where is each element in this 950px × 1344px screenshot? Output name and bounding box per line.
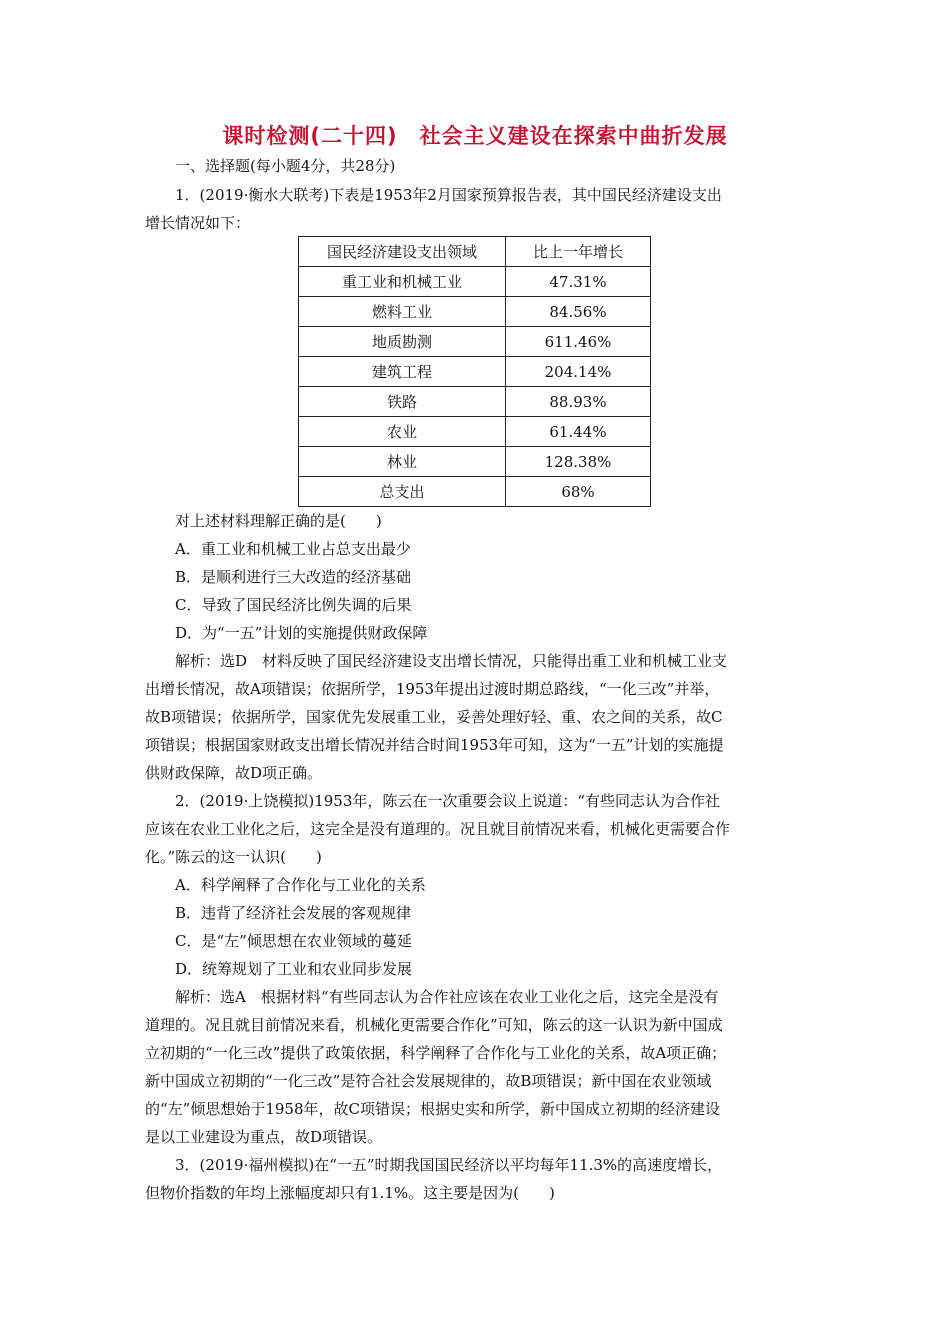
q3-stem-line: 但物价指数的年均上涨幅度却只有1.1%。这主要是因为( ) bbox=[145, 1184, 555, 1202]
table-row bbox=[299, 417, 651, 447]
table-row bbox=[299, 267, 651, 297]
q1-question: 对上述材料理解正确的是( ) bbox=[175, 512, 382, 530]
table-header-cell: 比上一年增长 bbox=[506, 237, 651, 267]
table-cell: 铁路 bbox=[299, 387, 506, 417]
q1-analysis-line: 解析：选D 材料反映了国民经济建设支出增长情况，只能得出重工业和机械工业支 bbox=[175, 652, 728, 670]
table-cell: 88.93% bbox=[506, 387, 651, 417]
table-cell: 林业 bbox=[299, 447, 506, 477]
q1-option-a: A．重工业和机械工业占总支出最少 bbox=[175, 540, 411, 558]
table-cell: 建筑工程 bbox=[299, 357, 506, 387]
q2-analysis-line: 新中国成立初期的“一化三改”是符合社会发展规律的，故B项错误；新中国在农业领域 bbox=[145, 1072, 712, 1090]
q2-option-c: C．是“左”倾思想在农业领域的蔓延 bbox=[175, 932, 412, 950]
table-cell: 68% bbox=[506, 477, 651, 507]
q2-option-b: B．违背了经济社会发展的客观规律 bbox=[175, 904, 412, 922]
table-cell: 611.46% bbox=[506, 327, 651, 357]
q1-analysis-line: 出增长情况，故A项错误；依据所学，1953年提出过渡时期总路线，“一化三改”并举， bbox=[145, 680, 720, 698]
q2-analysis-line: 立初期的“一化三改”提供了政策依据，科学阐释了合作化与工业化的关系，故A项正确； bbox=[145, 1044, 727, 1062]
q1-stem-line: 1．(2019·衡水大联考)下表是1953年2月国家预算报告表，其中国民经济建设支出 bbox=[175, 186, 722, 204]
page-title: 课时检测(二十四) 社会主义建设在探索中曲折发展 bbox=[222, 124, 728, 148]
q2-stem-line: 2．(2019·上饶模拟)1953年，陈云在一次重要会议上说道：“有些同志认为合作社 bbox=[175, 792, 721, 810]
table-cell: 重工业和机械工业 bbox=[299, 267, 506, 297]
table-cell: 农业 bbox=[299, 417, 506, 447]
q1-option-b: B．是顺利进行三大改造的经济基础 bbox=[175, 568, 412, 586]
q1-analysis-line: 故B项错误；依据所学，国家优先发展重工业，妥善处理好轻、重、农之间的关系，故C bbox=[145, 708, 723, 726]
q2-analysis-line: 道理的。况且就目前情况来看，机械化更需要合作化”可知，陈云的这一认识为新中国成 bbox=[145, 1016, 723, 1034]
table-cell: 84.56% bbox=[506, 297, 651, 327]
table-row bbox=[299, 387, 651, 417]
q2-option-d: D．统筹规划了工业和农业同步发展 bbox=[175, 960, 413, 978]
q2-option-a: A．科学阐释了合作化与工业化的关系 bbox=[175, 876, 426, 894]
table-cell: 地质勘测 bbox=[299, 327, 506, 357]
q3-stem-line: 3．(2019·福州模拟)在“一五”时期我国国民经济以平均每年11.3%的高速度增长， bbox=[175, 1156, 723, 1174]
q1-analysis-line: 项错误；根据国家财政支出增长情况并结合时间1953年可知，这为“一五”计划的实施提 bbox=[145, 736, 724, 754]
q1-option-c: C．导致了国民经济比例失调的后果 bbox=[175, 596, 412, 614]
table-header-row bbox=[299, 237, 651, 267]
table-row bbox=[299, 447, 651, 477]
table-cell: 128.38% bbox=[506, 447, 651, 477]
q1-stem-line: 增长情况如下： bbox=[145, 214, 251, 232]
table-cell: 204.14% bbox=[506, 357, 651, 387]
table-row bbox=[299, 327, 651, 357]
table-cell: 47.31% bbox=[506, 267, 651, 297]
q2-analysis-line: 解析：选A 根据材料“有些同志认为合作社应该在农业工业化之后，这完全是没有 bbox=[175, 988, 719, 1006]
q2-analysis-line: 的“左”倾思想始于1958年，故C项错误；根据史实和所学，新中国成立初期的经济建设 bbox=[145, 1100, 720, 1118]
q2-analysis-line: 是以工业建设为重点，故D项错误。 bbox=[145, 1128, 383, 1146]
q1-analysis-line: 供财政保障，故D项正确。 bbox=[145, 764, 323, 782]
table-cell: 61.44% bbox=[506, 417, 651, 447]
q1-option-d: D．为“一五”计划的实施提供财政保障 bbox=[175, 624, 428, 642]
table-header-cell: 国民经济建设支出领域 bbox=[299, 237, 506, 267]
table-cell: 燃料工业 bbox=[299, 297, 506, 327]
q2-stem-line: 应该在农业工业化之后，这完全是没有道理的。况且就目前情况来看，机械化更需要合作 bbox=[145, 820, 731, 838]
section-heading: 一、选择题(每小题4分，共28分) bbox=[175, 157, 396, 175]
table-row bbox=[299, 477, 651, 507]
q2-stem-line: 化。”陈云的这一认识( ) bbox=[145, 848, 322, 866]
table-row bbox=[299, 297, 651, 327]
budget-table bbox=[298, 236, 651, 507]
table-cell: 总支出 bbox=[299, 477, 506, 507]
table-row bbox=[299, 357, 651, 387]
